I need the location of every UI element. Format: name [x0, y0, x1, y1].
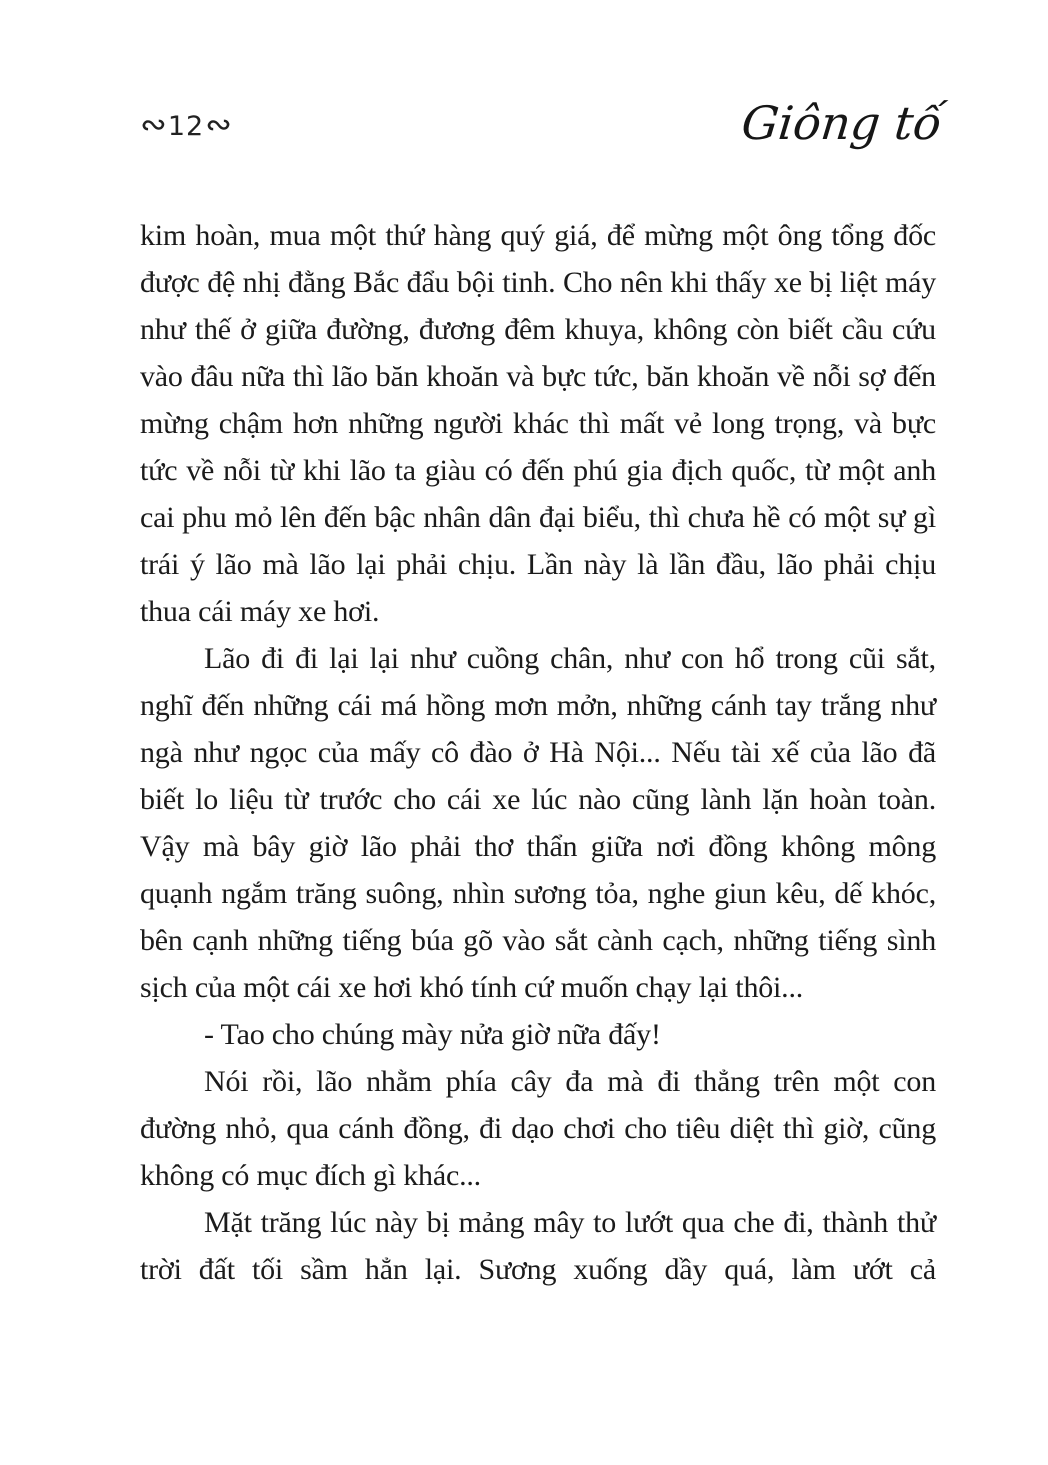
page-body [140, 212, 936, 1293]
paragraph: kim hoàn, mua một thứ hàng quý giá, để mừng một ông tổng đốc được đệ nhị đằng Bắc đẩu bội tinh. Cho nên khi thấy xe bị liệt máy như thế ở giữa đường, đương đêm khuya, không còn biết cầu cứu vào đâu nữa thì lão băn khoăn và bực tức, băn khoăn về nỗi sợ đến mừng chậm hơn những người khác thì mất vẻ long trọng, và bực tức về nỗi từ khi lão ta giàu có đến phú gia địch quốc, từ một anh cai phu mỏ lên đến bậc nhân dân đại biểu, thì chưa hề có một sự gì trái ý lão mà lão lại phải chịu. Lần này là lần đầu, lão phải chịu thua cái máy xe hơi. [140, 219, 936, 628]
paragraph: Nói rồi, lão nhằm phía cây đa mà đi thẳng trên một con đường nhỏ, qua cánh đồng, đi dạo chơi cho tiêu diệt thì giờ, cũng không có mục đích gì khác... [140, 1065, 936, 1192]
paragraph: - Tao cho chúng mày nửa giờ nữa đấy! [204, 1018, 661, 1051]
paragraph: Mặt trăng lúc này bị mảng mây to lướt qua che đi, thành thử trời đất tối sầm hẳn lại. Sương xuống dầy quá, làm ướt cả [140, 1206, 936, 1286]
page-number-block [140, 105, 232, 143]
paragraph: Lão đi đi lại lại như cuồng chân, như con hổ trong cũi sắt, nghĩ đến những cái má hồng mơn mởn, những cánh tay trắng như ngà như ngọc của mấy cô đào ở Hà Nội... Nếu tài xế của lão đã biết lo liệu từ trước cho cái xe lúc nào cũng lành lặn hoàn toàn. Vậy mà bây giờ lão phải thơ thẩn giữa nơi đồng không mông quạnh ngắm trăng suông, nhìn sương tỏa, nghe giun kêu, dế khóc, bên cạnh những tiếng búa gõ vào sắt cành cạch, những tiếng sình sịch của một cái xe hơi khó tính cứ muốn chạy lại thôi... [140, 642, 936, 1004]
running-title: Giông tố [738, 96, 944, 150]
page-number: 12 [167, 110, 205, 142]
swash-ornament-left-icon: ∾ [140, 105, 167, 143]
page-header [140, 96, 944, 151]
swash-ornament-right-icon: ∾ [205, 105, 232, 143]
